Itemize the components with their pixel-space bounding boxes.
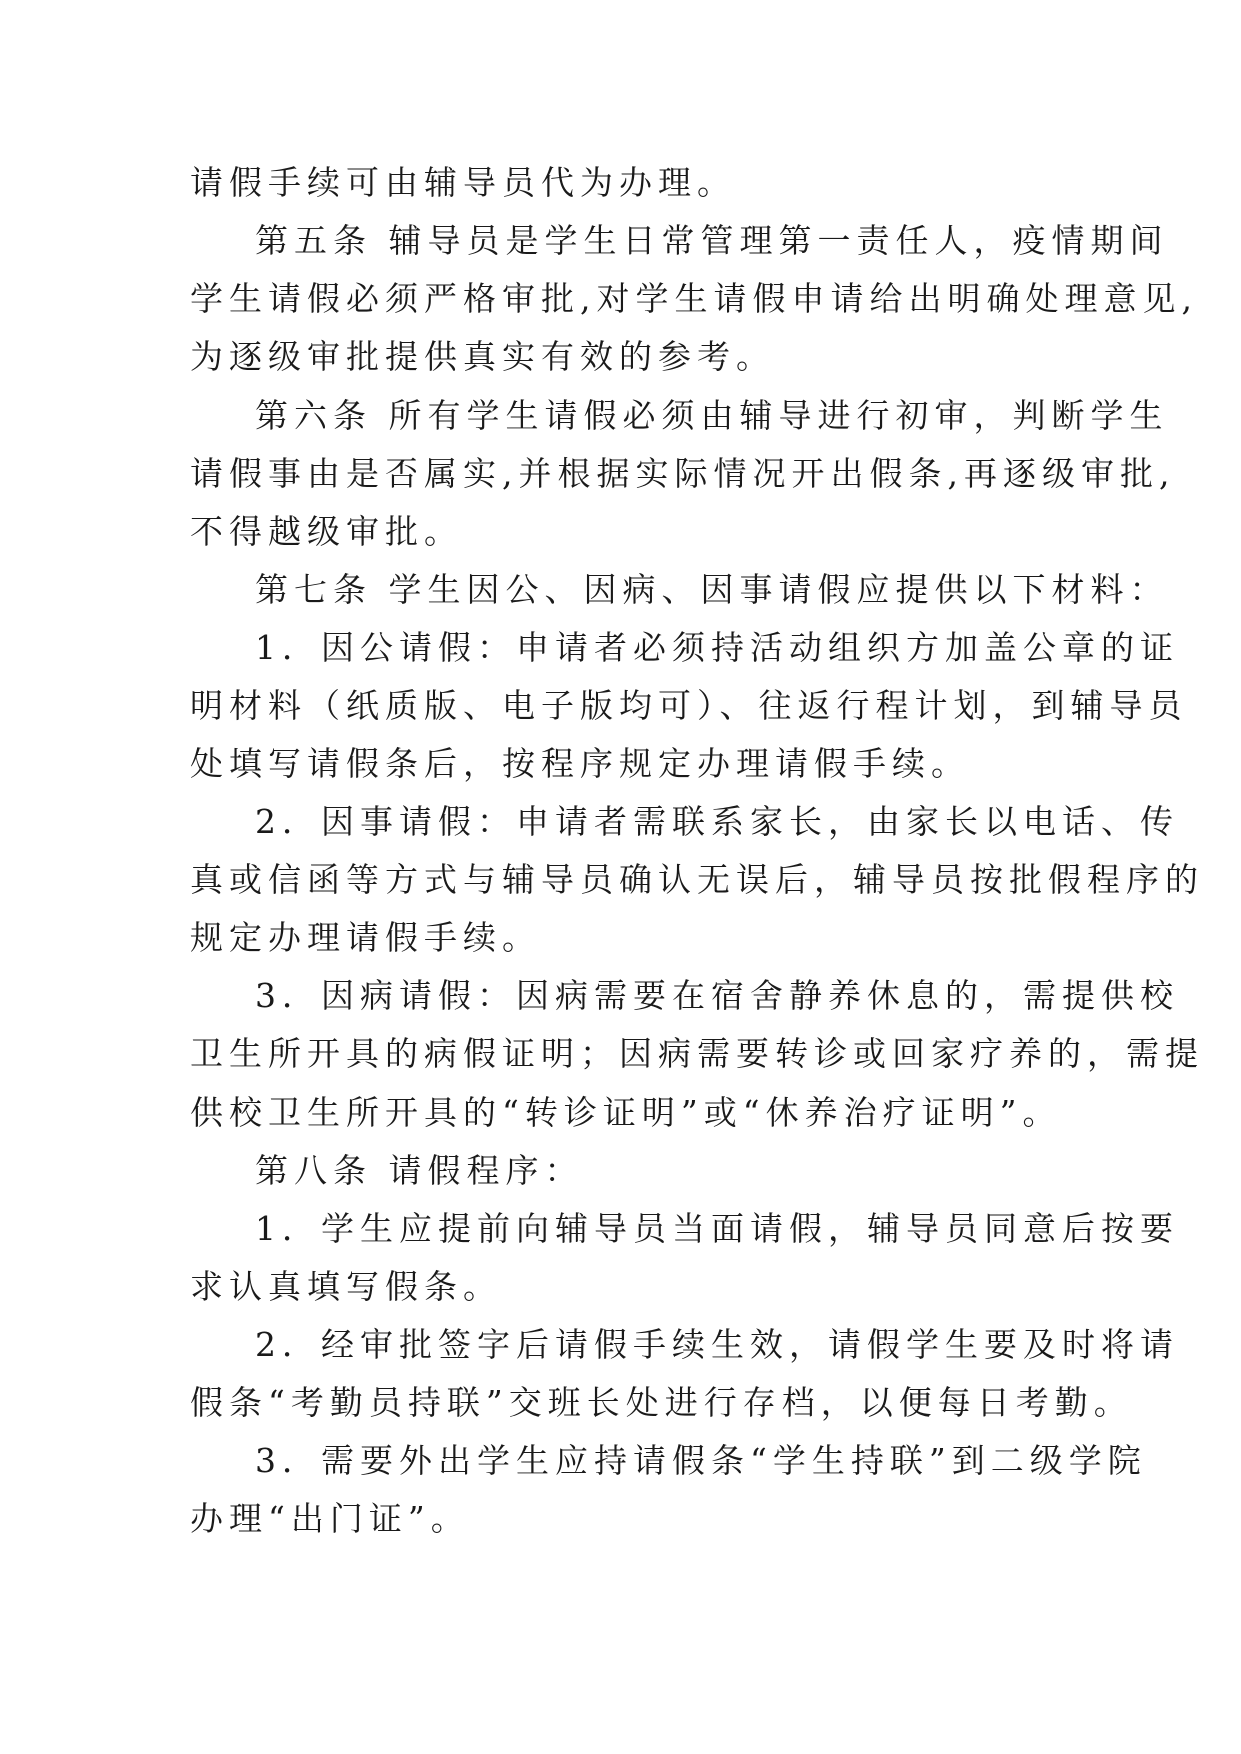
item-7-2-line: 2．因事请假：申请者需联系家长，由家长以电话、传 xyxy=(255,802,1179,841)
item-7-1-line: 1．因公请假：申请者必须持活动组织方加盖公章的证 xyxy=(255,628,1179,667)
article-8-heading-line: 第八条 请假程序： xyxy=(255,1151,584,1190)
item-7-3-line: 3．因病请假：因病需要在宿舍静养休息的，需提供校 xyxy=(255,976,1179,1015)
text-line: 处填写请假条后，按程序规定办理请假手续。 xyxy=(190,744,970,783)
text-line: 请假手续可由辅导员代为办理。 xyxy=(190,163,736,202)
text-line: 请假事由是否属实,并根据实际情况开出假条,再逐级审批, xyxy=(190,454,1176,493)
item-8-1-line: 1．学生应提前向辅导员当面请假，辅导员同意后按要 xyxy=(255,1209,1179,1248)
text-line: 规定办理请假手续。 xyxy=(190,918,541,957)
text-line: 假条“考勤员持联”交班长处进行存档，以便每日考勤。 xyxy=(190,1383,1133,1422)
article-7-heading-line: 第七条 学生因公、因病、因事请假应提供以下材料： xyxy=(255,570,1169,609)
text-line: 不得越级审批。 xyxy=(190,512,463,551)
item-8-2-line: 2．经审批签字后请假手续生效，请假学生要及时将请 xyxy=(255,1325,1179,1364)
text-line: 求认真填写假条。 xyxy=(190,1267,502,1306)
text-line: 办理“出门证”。 xyxy=(190,1499,470,1538)
article-5-heading-line: 第五条 辅导员是学生日常管理第一责任人，疫情期间 xyxy=(255,221,1169,260)
text-line: 真或信函等方式与辅导员确认无误后，辅导员按批假程序的 xyxy=(190,860,1204,899)
text-line: 供校卫生所开具的“转诊证明”或“休养治疗证明”。 xyxy=(190,1093,1062,1132)
text-line: 卫生所开具的病假证明；因病需要转诊或回家疗养的，需提 xyxy=(190,1034,1204,1073)
item-8-3-line: 3．需要外出学生应持请假条“学生持联”到二级学院 xyxy=(255,1441,1147,1480)
article-6-heading-line: 第六条 所有学生请假必须由辅导进行初审，判断学生 xyxy=(255,396,1169,435)
text-line: 学生请假必须严格审批,对学生请假申请给出明确处理意见, xyxy=(190,279,1198,318)
text-line: 为逐级审批提供真实有效的参考。 xyxy=(190,337,775,376)
text-line: 明材料（纸质版、电子版均可）、往返行程计划，到辅导员 xyxy=(190,686,1188,725)
